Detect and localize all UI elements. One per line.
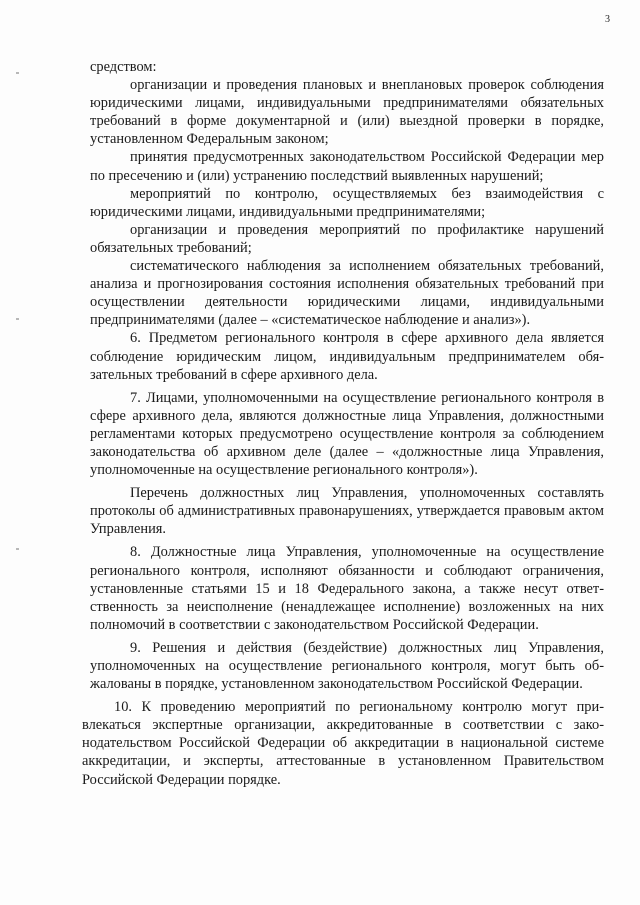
scan-mark <box>16 548 19 550</box>
paragraph-measures: принятия предусмотренных законодательством Российской Федерации мер по пресечению и (или) устранению последствий выявленных нарушений; <box>90 149 604 184</box>
paragraph-item-6: 6. Предметом регионального контроля в сфере архивного дела является соблюдение юридическим лицом, индивидуальным предпринимателем обязательных требований в сфере архивного дела. <box>90 330 604 383</box>
paragraph-item-10: 10. К проведению мероприятий по региональному контролю могут привлекаться экспертные организации, аккредитованные в соответствии с законодательством Российской Федерации об аккредитации в национальной системе аккредитации, и эксперты, аттестованные в установленном Правительством Российской Федерации порядке. <box>82 699 604 788</box>
document-body <box>82 58 604 789</box>
page-number: 3 <box>605 14 610 25</box>
scan-mark <box>16 318 19 320</box>
paragraph-officials-list: Перечень должностных лиц Управления, уполномоченных составлять протоколы об административных правонарушениях, утверждается правовым актом Управления. <box>90 485 604 538</box>
paragraph-item-9: 9. Решения и действия (бездействие) должностных лиц Управления, уполномоченных на осуществление регионального контроля, могут быть обжалованы в порядке, установленном законодательством Российской Федерации. <box>90 639 604 693</box>
paragraph-control-activities: мероприятий по контролю, осуществляемых без взаимодействия с юридическими лицами, индивидуальными предпринимателями; <box>90 185 604 220</box>
paragraph-prevention: организации и проведения мероприятий по профилактике нарушений обязательных требований; <box>90 221 604 256</box>
paragraph-item-8: 8. Должностные лица Управления, уполномоченные на осуществление регионального контроля, исполняют обязанности и соблюдают ограничения, установленные статьями 15 и 18 Федерального закона, а также несут ответственность за неисполнение (ненадлежащее исполнение) возложенных на них полномочий в соответствии с законодательством Российской Федерации. <box>90 544 604 633</box>
scan-mark <box>16 72 19 74</box>
paragraph-monitoring: систематического наблюдения за исполнением обязательных требований, анализа и прогнозирования состояния исполнения обязательных требований при осуществлении деятельности юридическими лицами, индивидуальными предпринимателями (далее – «систематическое наблюдение и анализ»). <box>90 258 604 329</box>
paragraph-lead: средством: <box>90 59 157 75</box>
paragraph-inspections: организации и проведения плановых и внеплановых проверок соблюдения юридическими лицами, индивидуальными предпринимателями обязательных требований в форме документарной и (или) выездной проверки в порядке, установленном Федеральным законом; <box>90 77 604 148</box>
paragraph-item-7: 7. Лицами, уполномоченными на осуществление регионального контроля в сфере архивного дела, являются должностные лица Управления, должностными регламентами которых предусмотрено осуществление контроля за соблюдением законодательства об архивном деле (далее – «должностные лица Управления, уполномоченные на осуществление регионального контроля»). <box>90 389 604 479</box>
